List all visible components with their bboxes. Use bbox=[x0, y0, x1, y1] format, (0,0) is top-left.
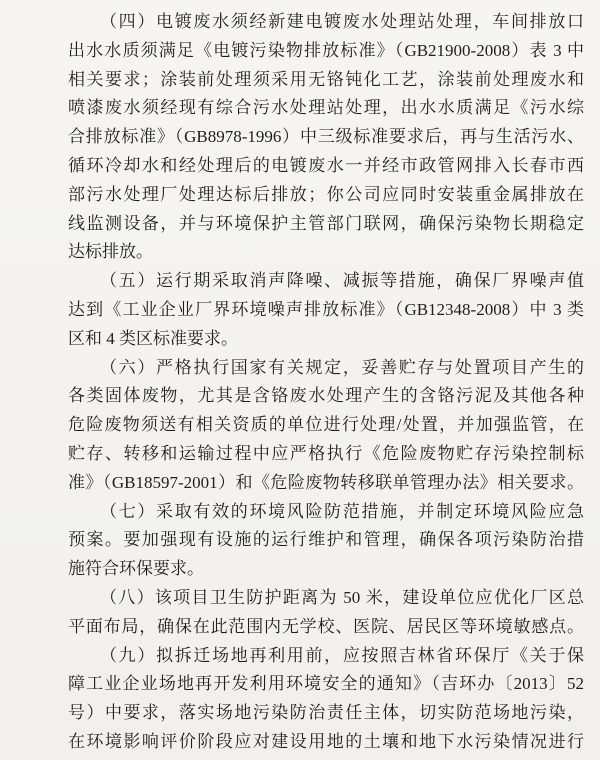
text-line: 平面布局，确保在此范围内无学校、医院、居民区等环境敏感点。 bbox=[68, 616, 584, 636]
text-line: 各类固体废物，尤其是含铬废水处理产生的含铬污泥及其他各种 bbox=[68, 386, 584, 406]
text-line: （七）采取有效的环境风险防范措施，并制定环境风险应急 bbox=[100, 501, 584, 521]
clause-4 bbox=[68, 8, 584, 267]
clause-8 bbox=[68, 584, 584, 642]
text-line: 喷漆废水须经现有综合污水处理站处理，出水水质满足《污水综 bbox=[68, 98, 584, 118]
text-line: 合排放标准》（GB8978-1996）中三级标准要求后，再与生活污水、 bbox=[68, 127, 584, 147]
text-line: 区和 4 类区标准要求。 bbox=[68, 328, 238, 348]
text-line: （九）拟拆迁场地再利用前，应按照吉林省环保厅《关于保 bbox=[100, 645, 584, 665]
text-line: 障工业企业场地再开发利用环境安全的通知》（吉环办〔2013〕52 bbox=[68, 674, 584, 694]
clause-9 bbox=[68, 642, 584, 757]
text-line: 循环冷却水和经处理后的电镀废水一并经市政管网排入长春市西 bbox=[68, 155, 584, 175]
text-line: 达到《工业企业厂界环境噪声排放标准》（GB12348-2008）中 3 类 bbox=[68, 299, 584, 319]
text-line: 出水水质须满足《电镀污染物排放标准》（GB21900-2008）表 3 中 bbox=[68, 40, 584, 60]
text-line: 准》（GB18597-2001）和《危险废物转移联单管理办法》相关要求。 bbox=[68, 472, 584, 492]
document-body bbox=[68, 8, 584, 757]
text-line: 达标排放。 bbox=[68, 242, 153, 262]
text-line: 施符合环保要求。 bbox=[68, 559, 204, 579]
text-line: 线监测设备，并与环境保护主管部门联网，确保污染物长期稳定 bbox=[68, 213, 584, 233]
text-line: （五）运行期采取消声降噪、减振等措施，确保厂界噪声值 bbox=[100, 271, 584, 291]
clause-5 bbox=[68, 267, 584, 353]
clause-7 bbox=[68, 498, 584, 584]
text-line: 贮存、转移和运输过程中应严格执行《危险废物贮存污染控制标 bbox=[68, 443, 584, 463]
text-line: 相关要求；涂装前处理须采用无铬钝化工艺，涂装前处理废水和 bbox=[68, 69, 584, 89]
clause-6 bbox=[68, 354, 584, 498]
text-line: （八）该项目卫生防护距离为 50 米，建设单位应优化厂区总 bbox=[100, 587, 584, 607]
text-line: 预案。要加强现有设施的运行维护和管理，确保各项污染防治措 bbox=[68, 530, 584, 550]
text-line: 部污水处理厂处理达标后排放；你公司应同时安装重金属排放在 bbox=[68, 184, 584, 204]
text-line: 在环境影响评价阶段应对建设用地的土壤和地下水污染情况进行 bbox=[68, 731, 584, 751]
text-line: （四）电镀废水须经新建电镀废水处理站处理，车间排放口 bbox=[100, 12, 584, 31]
text-line: 危险废物须送有相关资质的单位进行处理/处置，并加强监管，在 bbox=[68, 415, 584, 435]
text-line: 号）中要求，落实场地污染防治责任主体，切实防范场地污染， bbox=[68, 703, 584, 723]
text-line: （六）严格执行国家有关规定，妥善贮存与处置项目产生的 bbox=[100, 357, 584, 377]
